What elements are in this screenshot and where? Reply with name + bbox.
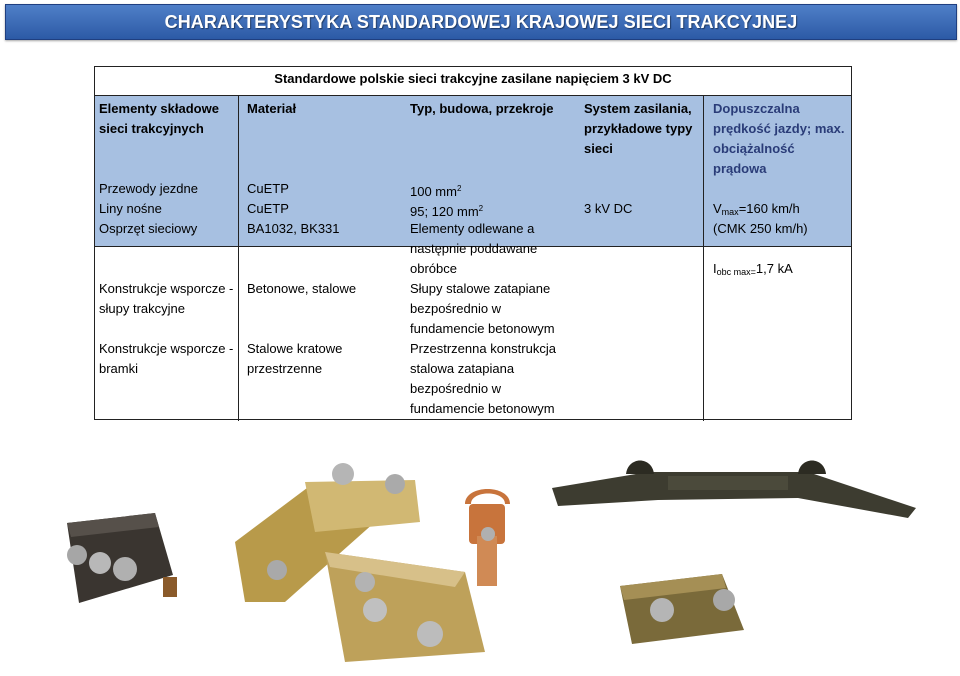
row-2-material: CuETP <box>247 201 289 216</box>
table-caption: Standardowe polskie sieci trakcyjne zasilane napięciem 3 kV DC <box>274 71 672 86</box>
row-4-material: Betonowe, stalowe <box>247 281 357 296</box>
connector-photo-2 <box>215 462 495 672</box>
row-1-type: 100 $mm^2$ <box>410 184 462 199</box>
row-1-element: Przewody jezdne <box>99 181 198 196</box>
header-speed: Dopuszczalna prędkość jazdy; max. obciążalność prądowa <box>713 101 845 176</box>
header-elements: Elementy składowe sieci trakcyjnych <box>99 101 219 136</box>
row-1-material: CuETP <box>247 181 289 196</box>
speed-vmax: $V_{max}=160$ km/h <box>713 201 800 217</box>
header-system: System zasilania, przykładowe typy sieci <box>584 101 693 156</box>
banner-title: CHARAKTERYSTYKA STANDARDOWEJ KRAJOWEJ SIECI TRAKCYJNEJ <box>164 12 798 32</box>
row-4-element: Konstrukcje wsporcze - słupy trakcyjne <box>99 281 234 316</box>
header-type: Typ, budowa, przekroje <box>410 101 554 116</box>
row-5-element: Konstrukcje wsporcze - bramki <box>99 341 234 376</box>
row-5-type: Przestrzenna konstrukcja stalowa zatapiana bezpośrednio w fundamencie betonowym <box>410 341 556 416</box>
row-3-material: BA1032, BK331 <box>247 221 340 236</box>
copper-clamp-photo <box>455 476 520 596</box>
connector-photo-1 <box>55 505 185 610</box>
row-2-element: Liny nośne <box>99 201 162 216</box>
characteristics-table <box>94 66 852 420</box>
title-banner <box>5 4 957 40</box>
speed-cmk: (CMK 250 km/h) <box>713 221 808 236</box>
small-clamp-photo <box>612 560 752 646</box>
row-3-type: Elementy odlewane a następnie poddawane obróbce <box>410 221 538 276</box>
header-material: Materiał <box>247 101 297 116</box>
row-3-element: Osprzęt sieciowy <box>99 221 198 236</box>
column-divider <box>703 95 704 421</box>
row-4-type: Słupy stalowe zatapiane bezpośrednio w fundamencie betonowym <box>410 281 555 336</box>
system-value: 3 kV DC <box>584 201 633 216</box>
row-5-material: Stalowe kratowe przestrzenne <box>247 341 343 376</box>
suspension-clamp-photo <box>548 452 920 526</box>
row-2-type: 95; 120 $mm^2$ <box>410 204 484 219</box>
current-imax: $I_{obc max=}1,7$ kA <box>713 261 793 277</box>
